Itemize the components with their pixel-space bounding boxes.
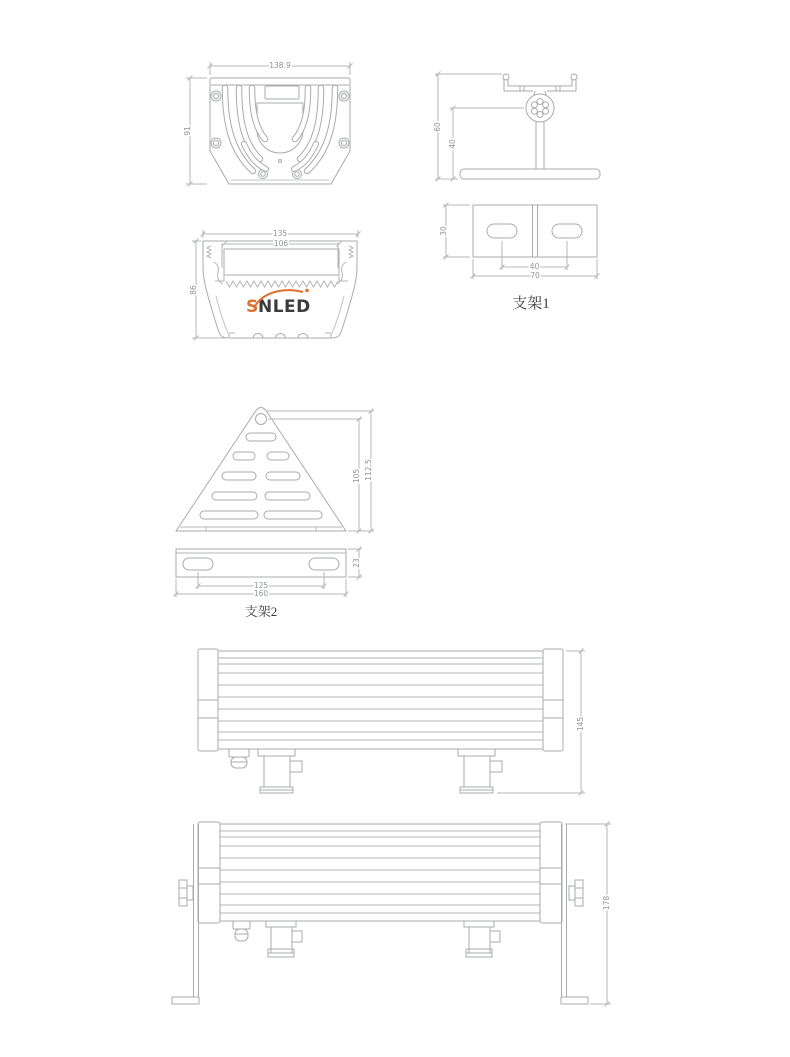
fixture1-ridges	[218, 658, 543, 740]
snled-logo-rest: NLED	[258, 297, 311, 317]
bracket1-plate-slot-spacing-dim: 40	[529, 262, 540, 271]
bracket2-base-slot-right	[309, 558, 339, 570]
bracket2-slot-spacing-dim: 125	[253, 581, 269, 590]
fixture2-leg-right	[561, 824, 588, 1004]
section-serration	[226, 281, 338, 287]
bracket1-caption: 支架1	[512, 296, 550, 312]
fixture1-dimensions	[497, 649, 585, 796]
bracket1-profile-dimensions	[435, 72, 524, 182]
bracket1-plate-depth-dim: 30	[439, 226, 448, 236]
bracket1-plate-slot-left	[487, 224, 517, 238]
fixture2-body	[220, 824, 540, 921]
backplate-dimensions	[186, 62, 353, 187]
fixture1-height-dim: 145	[576, 716, 585, 732]
bracket2-triangle-outline	[176, 408, 346, 532]
bracket2-apex-hole	[256, 414, 267, 425]
bracket1-base-bar	[460, 169, 600, 179]
bracket2-thickness-dim: 23	[352, 558, 361, 568]
view-section	[189, 229, 361, 341]
fixture2-cable-gland	[233, 921, 250, 941]
section-outer-width-dim: 135	[272, 229, 288, 238]
bracket1-plate-width-dim: 70	[530, 271, 540, 280]
fixture2-bracket-left	[266, 921, 302, 957]
fixture1-cable-gland	[229, 749, 249, 768]
bracket2-total-height-dim: 112.5	[364, 459, 373, 481]
bracket1-plate-dimensions	[443, 203, 600, 280]
bracket2-dimensions	[174, 409, 375, 598]
view-bracket2	[174, 408, 375, 620]
bracket2-base-slot-left	[183, 558, 213, 570]
bracket1-plate-slot-right	[552, 224, 582, 238]
snled-logo-dot	[305, 289, 309, 293]
snled-logo-s: S	[246, 297, 259, 317]
section-outline	[203, 241, 357, 338]
view-bracket1-plate	[439, 203, 600, 313]
fixture2-knob-right	[569, 880, 583, 906]
view-fixture-brackets	[198, 649, 585, 796]
view-fixture-stand	[172, 822, 611, 1007]
fixture2-ridges	[220, 831, 540, 913]
backplate-horseshoe-opening	[257, 103, 303, 153]
section-inner-width-dim: 106	[273, 239, 289, 248]
bracket1-lower-height-dim: 40	[448, 139, 457, 149]
bracket2-caption: 支架2	[244, 604, 278, 619]
fixture2-dimensions	[565, 822, 611, 1007]
section-led-tray	[224, 249, 339, 275]
view-bracket1-profile	[433, 72, 600, 182]
bracket1-plate-outline	[473, 205, 597, 257]
fixture1-bracket-left	[258, 749, 302, 793]
fixture2-knob-left	[179, 880, 193, 906]
backplate-curved-slots	[225, 88, 335, 171]
fixture2-height-dim: 178	[602, 895, 611, 911]
view-backplate	[183, 61, 353, 187]
backplate-height-dim: 91	[183, 126, 192, 136]
fixture1-body	[218, 651, 543, 749]
bracket2-width-dim: 160	[253, 589, 269, 598]
fixture2-endcap-right	[540, 822, 562, 923]
bracket1-total-height-dim: 60	[433, 122, 442, 132]
fixture1-bracket-right	[458, 749, 502, 793]
fixture2-bracket-right	[464, 921, 500, 957]
fixture2-endcap-left	[198, 822, 220, 923]
bracket2-inner-height-dim: 105	[352, 468, 361, 484]
fixture2-leg-left	[172, 824, 199, 1004]
section-height-dim: 86	[189, 285, 198, 295]
backplate-rect-opening	[265, 86, 299, 99]
backplate-width-dim: 138.9	[269, 61, 291, 70]
bracket2-vent-slots	[200, 433, 322, 519]
snled-logo	[246, 297, 311, 317]
